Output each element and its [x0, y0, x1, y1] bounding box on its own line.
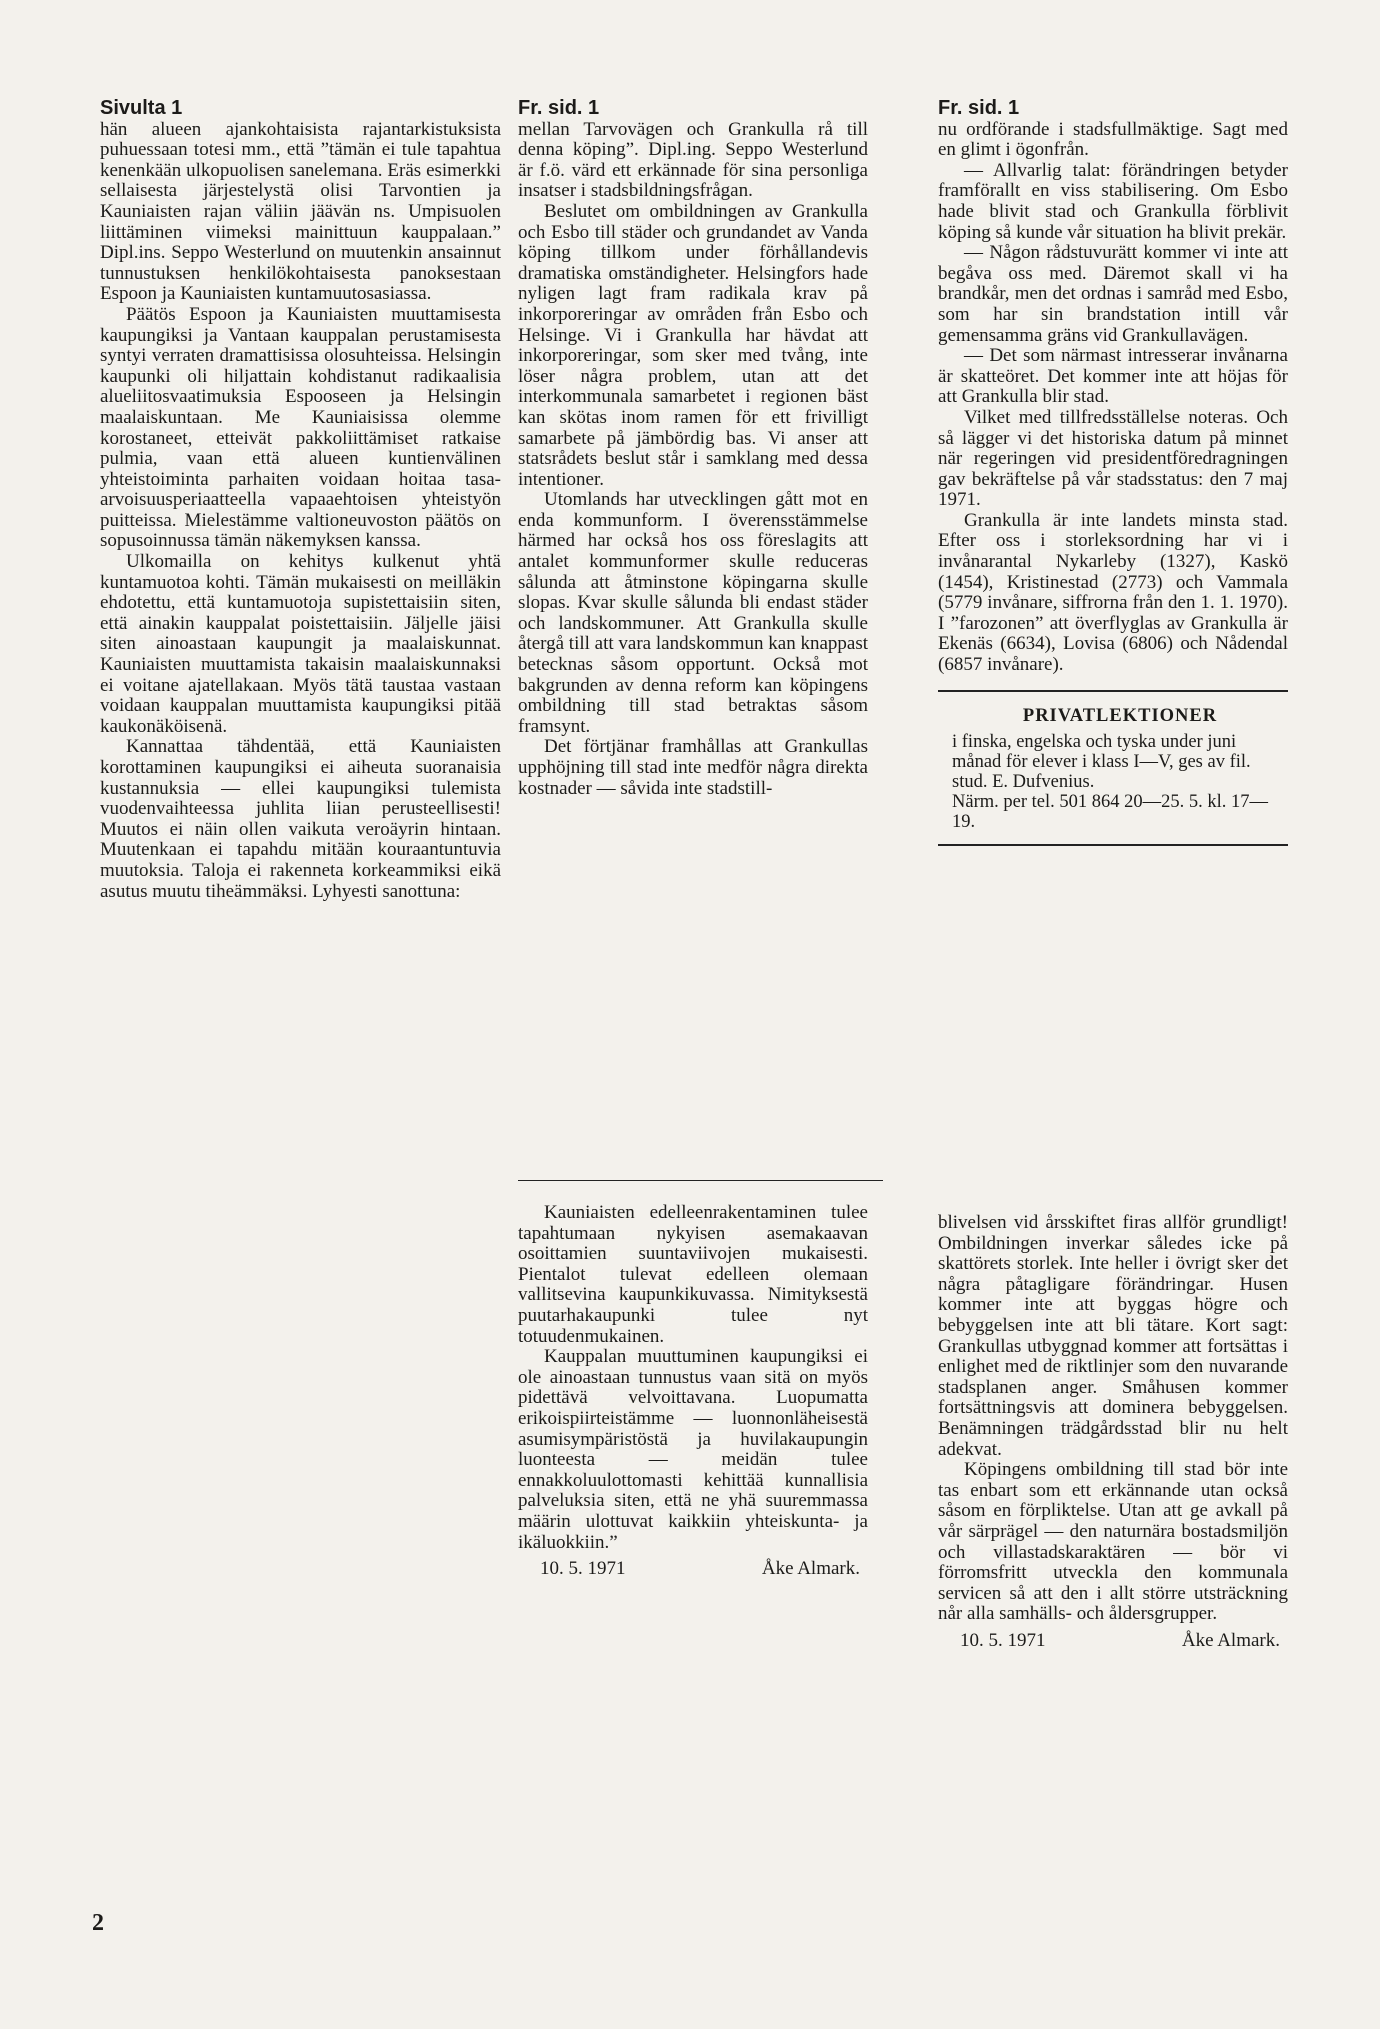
col2-paragraph: Utomlands har utvecklingen gått mot en enda kommunform. I överensstämmelse härmed har också hos oss föreslagits att antalet kommunformer skulle reduceras sålunda att åtminstone köpingarna skulle slopas. Kvar skulle sålunda bli endast städer och landskommuner. Att Grankulla skulle återgå till att vara landskommun kan knappast betecknas såsom opportunt. Också mot bakgrunden av denna reform kan köpingens ombildning till stad betraktas såsom framsynt.: [518, 489, 868, 737]
col3-paragraph: — Någon rådstuvurätt kommer vi inte att begåva oss med. Däremot skall vi ha brandkår, men det ordnas i samråd med Esbo, som har sin brandstation intill vår gemensamma gräns vid Grankullavägen.: [938, 242, 1288, 346]
col2-paragraph: Beslutet om ombildningen av Grankulla och Esbo till städer och grundandet av Vanda köping tillkom under förhållandevis dramatiska omständigheter. Helsingfors hade nyligen lagt fram radikala krav på inkorporeringar av områden från Esbo och Helsinge. Vi i Grankulla har hävdat att inkorporeringar, som sker med tvång, inte löser några problem, utan att det interkommunala samarbetet i regionen bäst kan skötas inom ramen för ett frivilligt samarbete på jämbördig bas. Vi anser att statsrådets beslut står i samklang med dessa intentioner.: [518, 200, 868, 490]
col1-paragraph: Päätös Espoon ja Kauniaisten muuttamisesta kaupungiksi ja Vantaan kauppalan perustamisesta syntyi verraten dramattisissa olosuhteissa. Helsingin kaupunki oli hiljattain kohdistanut radikaalisia alueliitosvaatimuksia Espooseen ja Helsingin maalaiskuntaan. Me Kauniaisissa olemme korostaneet, etteivät pakkoliittämiset ratkaise pulmia, vaan että alueen kuntienvälinen yhteistoiminta parhaiten voidaan hoitaa tasa-arvoisuusperiaatteella vapaaehtoisen yhteistyön puitteissa. Mielestämme valtioneuvoston päätös on sopusoinnussa tämän näkemyksen kanssa.: [100, 303, 501, 552]
ad-body: i finska, engelska och tyska under juni månad för elever i klass I—V, ges av fil. stud. E. Dufvenius.: [952, 731, 1251, 792]
col2-signature: [518, 1559, 868, 1580]
page-number: 2: [92, 1910, 104, 1936]
col3-paragraph: nu ordförande i stadsfullmäktige. Sagt med en glimt i ögonfrån.: [938, 118, 1288, 161]
col3-lower-paragraph: blivelsen vid årsskiftet firas allför grundligt! Ombildningen inverkar således icke på skattörets storlek. Inte heller i övrigt sker det några påtagligare förändringar. Husen kommer inte att byggas högre och bebyggelsen inte att bli tätare. Kort sagt: Grankullas utbyggnad kommer att fortsättas i enlighet med de riktlinjer som den nuvarande stadsplanen anger. Småhusen kommer fortsättningsvis att dominera bebyggelsen. Benämningen trädgårdsstad blir nu helt adekvat.: [938, 1212, 1288, 1460]
col3-paragraph: Vilket med tillfredsställelse noteras. Och så lägger vi det historiska datum på minnet när regeringen vid presidentföredragningen gav bekräftelse på vår stadsstatus: den 7 maj 1971.: [938, 406, 1288, 511]
col2-paragraph: Det förtjänar framhållas att Grankullas upphöjning till stad inte medför några direkta kostnader — såvida inte stadstill-: [518, 736, 868, 799]
col2-author: Åke Almark.: [761, 1558, 860, 1580]
classified-ad: [938, 690, 1288, 846]
ad-contact: Närm. per tel. 501 864 20—25. 5. kl. 17—19.: [952, 791, 1268, 832]
col1-paragraph: Ulkomailla on kehitys kulkenut yhtä kuntamuotoa kohti. Tämän mukaisesti on meilläkin ehdotettu, että kuntamuotoja supistettaisiin siten, että ainakin kauppalat poistettaisiin. Jäljelle jäisi siten ainoastaan kaupungit ja maalaiskunnat. Kauniaisten muuttamista takaisin maalaiskunnaksi ei voitane ajatellakaan. Myös tätä taustaa vastaan voidaan kauppalan muuttamista kaupungiksi pitää kaukonäköisenä.: [100, 551, 501, 737]
col1-header: Sivulta 1: [100, 97, 183, 119]
col1-paragraph: Kannattaa tähdentää, että Kauniaisten korottaminen kaupungiksi ei aiheuta suoranaisia kustannuksia — ellei kaupungiksi tulemista vuodenvaihteessa juhlita liian perusteellisesti! Muutos ei näin ollen vaikuta veroäyrin hintaan. Muutenkaan ei tapahdu mitään kouraantuntuvia muutoksia. Taloja ei rakenneta korkeammiksi eikä asutus muutu tiheämmäksi. Lyhyesti sanottuna:: [100, 736, 501, 902]
col3-lower-paragraph: Köpingens ombildning till stad bör inte tas enbart som ett erkännande utan också såsom en förpliktelse. Utan att ge avkall på vår särprägel — den naturnära bostadsmiljön och villastadskaraktären — bör vi förromsfritt utveckla den kommunala servicen så att den i allt större utsträckning når alla samhälls- och åldersgrupper.: [938, 1459, 1288, 1625]
col2-lower-paragraph: Kauppalan muuttuminen kaupungiksi ei ole ainoastaan tunnustus vaan sitä on myös pidettävä velvoittavana. Luopumatta erikoispiirteistämme — luonnonläheisestä asumisympäristöstä ja huvilakaupungin luonteesta — meidän tulee ennakkoluulottomasti kehittää kunnallisia palveluksia siten, että ne yhä suuremmassa määrin ulottuvat kaikkiin yhteiskunta- ja ikäluokkiin.”: [518, 1346, 868, 1553]
finnish-column: [100, 98, 501, 902]
col3-paragraph: — Allvarlig talat: förändringen betyder framförallt en viss stabilisering. Om Esbo hade blivit stad och Grankulla förblivit köping så kunde vår situation ha blivit prekär.: [938, 159, 1288, 243]
col3-signature: [938, 1631, 1288, 1652]
col2-lower-paragraph: Kauniaisten edelleenrakentaminen tulee tapahtumaan nykyisen asemakaavan osoittamien suuntaviivojen mukaisesti. Pientalot tulevat edelleen olemaan vallitsevina kaupunkikuvassa. Nimityksestä puutarhakaupunki tulee nyt totuudenmukainen.: [518, 1202, 868, 1347]
col3-paragraph: — Det som närmast intresserar invånarna är skatteöret. Det kommer inte att höjas för att Grankulla blir stad.: [938, 345, 1288, 408]
col3-header: Fr. sid. 1: [938, 97, 1020, 119]
section-divider: [518, 1180, 883, 1181]
ad-title: PRIVATLEKTIONER: [1022, 705, 1218, 726]
col3-paragraph: Grankulla är inte landets minsta stad. Efter oss i storleksordning har vi i invånarantal Nykarleby (1327), Kaskö (1454), Kristinestad (2773) och Vammala (5779 invånare, siffrorna från den 1. 1. 1970). I ”farozonen” att överflyglas av Grankulla är Ekenäs (6634), Lovisa (6806) och Nådendal (6857 invånare).: [938, 509, 1288, 676]
col3-lower-section: [938, 1213, 1288, 1651]
col2-paragraph: mellan Tarvovägen och Grankulla rå till denna köping”. Dipl.ing. Seppo Westerlund är f.ö. värd ett erkännade för sina personliga insatser i stadsbildningsfrågan.: [518, 118, 868, 202]
right-column: [938, 97, 1288, 1651]
col3-date: 10. 5. 1971: [960, 1629, 1046, 1651]
col1-paragraph: hän alueen ajankohtaisista rajantarkistuksista puhuessaan totesi mm., että ”tämän ei tule tapahtua kenenkään ulkopuolisen sanelemana. Eräs esimerkki sellaisesta järjestelystä olisi Tarvontien ja Kauniaisten rajan väliin jäävän ns. Umpisuolen liittäminen viimeksi mainittuun kauppalaan.” Dipl.ins. Seppo Westerlund on muutenkin ansainnut tunnustuksen henkilökohtaisesta panoksestaan Espoon ja Kauniaisten kuntamuutosasiassa.: [100, 118, 501, 305]
col2-date: 10. 5. 1971: [540, 1558, 626, 1580]
col2-lower-section: [518, 1203, 868, 1580]
col3-author: Åke Almark.: [1181, 1629, 1280, 1651]
middle-column: [518, 97, 868, 1580]
col2-header: Fr. sid. 1: [518, 97, 600, 119]
